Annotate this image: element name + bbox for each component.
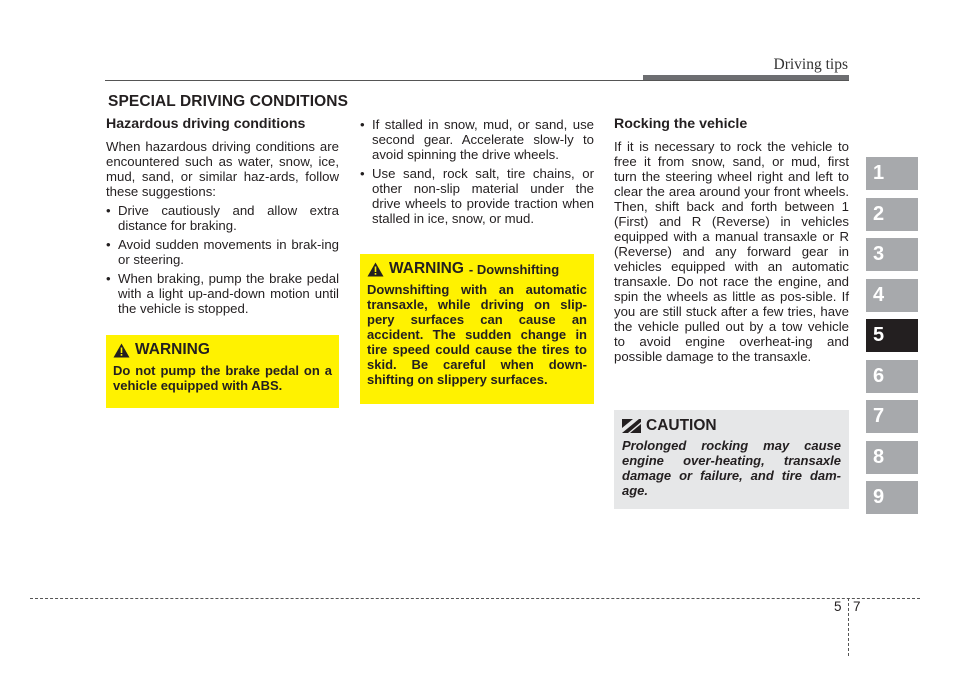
warning-box-downshifting	[360, 254, 594, 404]
caution-text: Prolonged rocking may cause engine over-heating, transaxle damage or failure, and tire dam-age.	[622, 438, 841, 498]
chapter-tab-7[interactable]: 7	[866, 400, 918, 433]
chapter-tab-5[interactable]: 5	[866, 319, 918, 352]
caution-title	[622, 417, 841, 435]
chapter-tab-2[interactable]: 2	[866, 198, 918, 231]
subhead-rocking: Rocking the vehicle	[614, 116, 748, 132]
chapter-tab-1[interactable]: 1	[866, 157, 918, 190]
warning-text: Downshifting with an automatic transaxle, while driving on slip-pery surfaces can cause an accident. The sudden change in tire speed could cause the tires to skid. Be careful when down-shifting on slippery surfaces.	[367, 282, 587, 387]
section-title: SPECIAL DRIVING CONDITIONS	[108, 93, 349, 110]
header-rule	[105, 80, 849, 81]
list-item: • Use sand, rock salt, tire chains, or other non-slip material under the drive wheels to provide traction when stalled in ice, snow, or mud.	[360, 166, 594, 226]
warning-text: Do not pump the brake pedal on a vehicle equipped with ABS.	[113, 363, 332, 393]
list-item: • If stalled in snow, mud, or sand, use second gear. Accelerate slow-ly to avoid spinning the drive wheels.	[360, 117, 594, 162]
caution-label: CAUTION	[646, 417, 717, 434]
warning-subtitle: - Downshifting	[468, 261, 560, 277]
chapter-tab-6[interactable]: 6	[866, 360, 918, 393]
list-item: • When braking, pump the brake pedal with a light up-and-down motion until the vehicle is stopped.	[106, 271, 339, 316]
rocking-paragraph: If it is necessary to rock the vehicle to free it from snow, sand, or mud, first turn the steering wheel right and left to clear the area around your front wheels. Then, shift back and forth between 1 (First) and R (Reverse) in vehicles equipped with a manual transaxle or R (Reverse) and any forward gear in vehicles equipped with an automatic transaxle. Do not race the engine, and spin the wheels as little as pos-sible. If you are still stuck after a few tries, have the vehicle pulled out by a tow vehicle to avoid engine overheat-ing and possible damage to the transaxle.	[614, 139, 849, 364]
caution-box	[614, 410, 849, 509]
page-number: 7	[853, 599, 861, 614]
chapter-tab-9[interactable]: 9	[866, 481, 918, 514]
warning-box-abs	[106, 335, 339, 408]
section-number: 5	[834, 599, 842, 614]
footer-divider	[848, 598, 849, 656]
warning-triangle-icon	[367, 262, 384, 277]
header-accent-bar	[643, 75, 849, 80]
column-left	[106, 117, 339, 320]
warning-label: WARNING	[135, 341, 210, 358]
caution-icon	[622, 419, 641, 433]
chapter-tab-4[interactable]: 4	[866, 279, 918, 312]
intro-paragraph: When hazardous driving conditions are encountered such as water, snow, ice, mud, sand, or similar haz-ards, follow these suggestions:	[106, 139, 339, 199]
warning-triangle-icon	[113, 343, 130, 358]
running-header: Driving tips	[773, 56, 848, 73]
bullet-list-left	[106, 203, 339, 316]
list-item: • Drive cautiously and allow extra distance for braking.	[106, 203, 339, 233]
footer-rule	[30, 598, 920, 599]
chapter-tabs	[866, 157, 918, 522]
chapter-tab-3[interactable]: 3	[866, 238, 918, 271]
chapter-tab-8[interactable]: 8	[866, 441, 918, 474]
bullet-list-middle	[360, 117, 594, 226]
subhead-hazardous: Hazardous driving conditions	[106, 116, 306, 132]
list-item: • Avoid sudden movements in brak-ing or steering.	[106, 237, 339, 267]
warning-label: WARNING	[389, 260, 464, 277]
column-middle	[360, 117, 594, 230]
warning-title	[113, 341, 332, 359]
warning-title	[367, 260, 587, 278]
column-right	[614, 117, 849, 368]
